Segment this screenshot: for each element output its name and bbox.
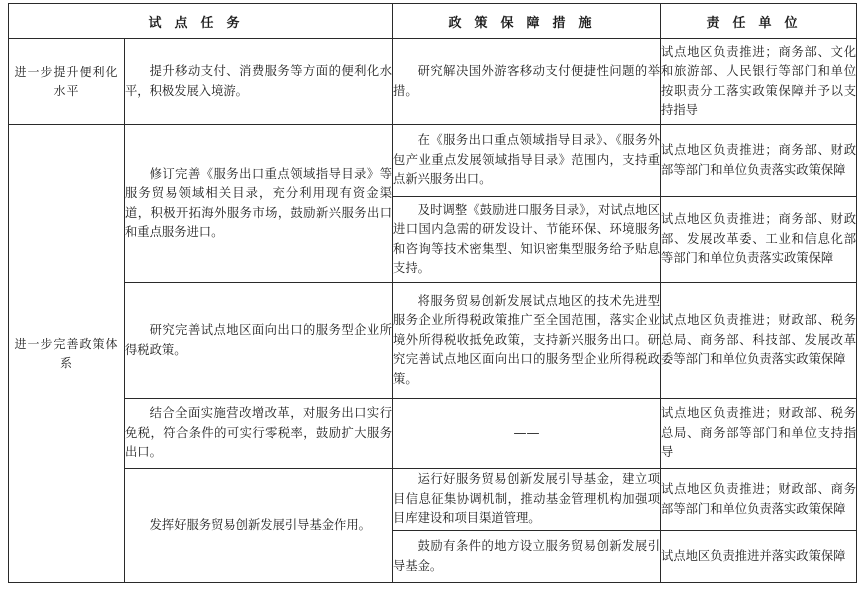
task-cell: 提升移动支付、消费服务等方面的便利化水平，积极发展入境游。	[125, 39, 393, 125]
unit-cell: 试点地区负责推进；商务部、财政部、发展改革委、工业和信息化部等部门和单位负责落实政策保障	[661, 197, 857, 283]
measure-cell: 研究解决国外游客移动支付便捷性问题的举措。	[393, 39, 661, 125]
unit-cell: 试点地区负责推进并落实政策保障	[661, 531, 857, 583]
header-unit: 责任单位	[661, 4, 857, 39]
measure-cell: 在《服务出口重点领域指导目录》、《服务外包产业重点发展领域指导目录》范围内，支持重点新兴服务出口。	[393, 125, 661, 197]
unit-cell: 试点地区负责推进；商务部、文化和旅游部、人民银行等部门和单位按职责分工落实政策保障并予以支持指导	[661, 39, 857, 125]
task-cell: 发挥好服务贸易创新发展引导基金作用。	[125, 469, 393, 583]
unit-cell: 试点地区负责推进；商务部、财政部等部门和单位负责落实政策保障	[661, 125, 857, 197]
header-measures: 政策保障措施	[393, 4, 661, 39]
table-row	[9, 399, 857, 469]
table-row	[9, 469, 857, 531]
category-cell: 进一步提升便利化水平	[9, 39, 125, 125]
task-cell: 研究完善试点地区面向出口的服务型企业所得税政策。	[125, 283, 393, 399]
task-cell: 结合全面实施营改增改革，对服务出口实行免税，符合条件的可实行零税率，鼓励扩大服务出口。	[125, 399, 393, 469]
category-cell: 进一步完善政策体系	[9, 125, 125, 583]
table-header-row	[9, 4, 857, 39]
task-cell: 修订完善《服务出口重点领域指导目录》等服务贸易领域相关目录，充分利用现有资金渠道，积极开拓海外服务市场，鼓励新兴服务出口和重点服务进口。	[125, 125, 393, 283]
measure-cell: 运行好服务贸易创新发展引导基金，建立项目信息征集协调机制，推动基金管理机构加强项目库建设和项目渠道管理。	[393, 469, 661, 531]
table-row	[9, 39, 857, 125]
header-task: 试点任务	[9, 4, 393, 39]
measure-cell: ——	[393, 399, 661, 469]
measure-cell: 将服务贸易创新发展试点地区的技术先进型服务企业所得税政策推广至全国范围，落实企业境外所得税收抵免政策，支持新兴服务出口。研究完善试点地区面向出口的服务型企业所得税政策。	[393, 283, 661, 399]
table-row	[9, 283, 857, 399]
unit-cell: 试点地区负责推进；财政部、税务总局、商务部等部门和单位支持指导	[661, 399, 857, 469]
measure-cell: 及时调整《鼓励进口服务目录》，对试点地区进口国内急需的研发设计、节能环保、环境服务和咨询等技术密集型、知识密集型服务给予贴息支持。	[393, 197, 661, 283]
measure-cell: 鼓励有条件的地方设立服务贸易创新发展引导基金。	[393, 531, 661, 583]
policy-table	[8, 3, 857, 583]
table-row	[9, 125, 857, 197]
unit-cell: 试点地区负责推进；财政部、税务总局、商务部、科技部、发展改革委等部门和单位负责落实政策保障	[661, 283, 857, 399]
unit-cell: 试点地区负责推进；财政部、商务部等部门和单位负责落实政策保障	[661, 469, 857, 531]
